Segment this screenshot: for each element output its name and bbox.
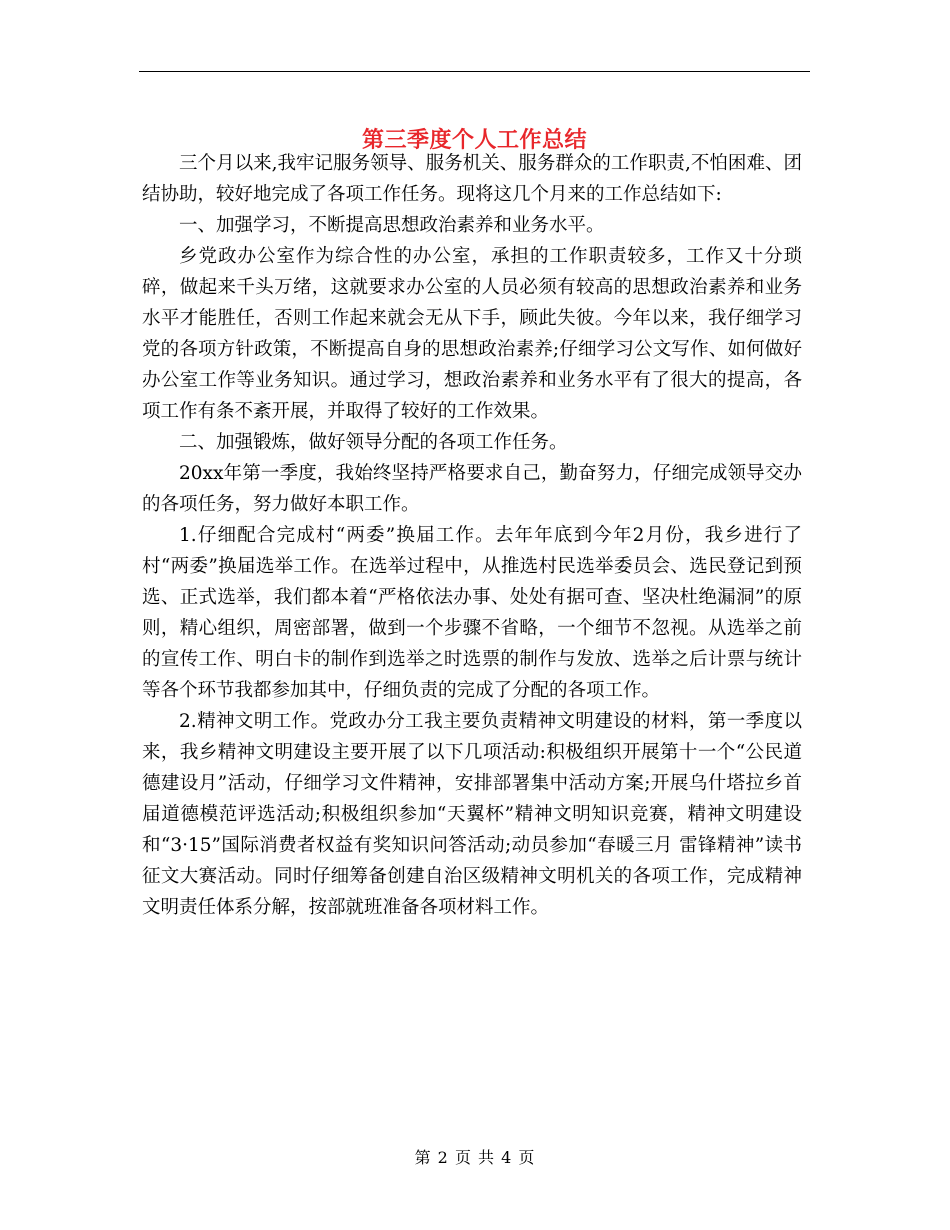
- paragraph-study: 乡党政办公室作为综合性的办公室，承担的工作职责较多，工作又十分琐碎，做起来千头万绪，这就要求办公室的人员必须有较高的思想政治素养和业务水平才能胜任，否则工作起来就会无从下手，顾此失彼。今年以来，我仔细学习党的各项方针政策，不断提高自身的思想政治素养;仔细学习公文写作、如何做好办公室工作等业务知识。通过学习，想政治素养和业务水平有了很大的提高，各项工作有条不紊开展，并取得了较好的工作效果。: [142, 246, 802, 422]
- document-title: 第三季度个人工作总结: [361, 126, 587, 153]
- paragraph-first-quarter: 20xx年第一季度，我始终坚持严格要求自己，勤奋努力，仔细完成领导交办的各项任务，努力做好本职工作。: [142, 463, 802, 515]
- paragraph-civilization: 2.精神文明工作。党政办分工我主要负责精神文明建设的材料，第一季度以来，我乡精神文明建设主要开展了以下几项活动:积极组织开展第十一个“公民道德建设月”活动，仔细学习文件精神，安排部署集中活动方案;开展乌什塔拉乡首届道德模范评选活动;积极组织参加“天翼杯”精神文明知识竞赛，精神文明建设和“3·15”国际消费者权益有奖知识问答活动;动员参加“春暖三月 雷锋精神”读书征文大赛活动。同时仔细筹备创建自治区级精神文明机关的各项工作，完成精神文明责任体系分解，按部就班准备各项材料工作。: [142, 711, 802, 918]
- document-body: [142, 148, 802, 923]
- section-heading-2: 二、加强锻炼，做好领导分配的各项工作任务。: [179, 432, 568, 453]
- section-heading-1: 一、加强学习，不断提高思想政治素养和业务水平。: [179, 215, 605, 236]
- paragraph-intro: 三个月以来,我牢记服务领导、服务机关、服务群众的工作职责,不怕困难、团结协助，较好地完成了各项工作任务。现将这几个月来的工作总结如下:: [142, 153, 802, 205]
- paragraph-election: 1.仔细配合完成村“两委”换届工作。去年年底到今年2月份，我乡进行了村“两委”换届选举工作。在选举过程中，从推选村民选举委员会、选民登记到预选、正式选举，我们都本着“严格依法办事、处处有据可查、坚决杜绝漏洞”的原则，精心组织，周密部署，做到一个步骤不省略，一个细节不忽视。从选举之前的宣传工作、明白卡的制作到选举之时选票的制作与发放、选举之后计票与统计等各个环节我都参加其中，仔细负责的完成了分配的各项工作。: [142, 525, 802, 701]
- header-rule: [139, 71, 810, 72]
- page-footer: 第 2 页 共 4 页: [414, 1148, 536, 1167]
